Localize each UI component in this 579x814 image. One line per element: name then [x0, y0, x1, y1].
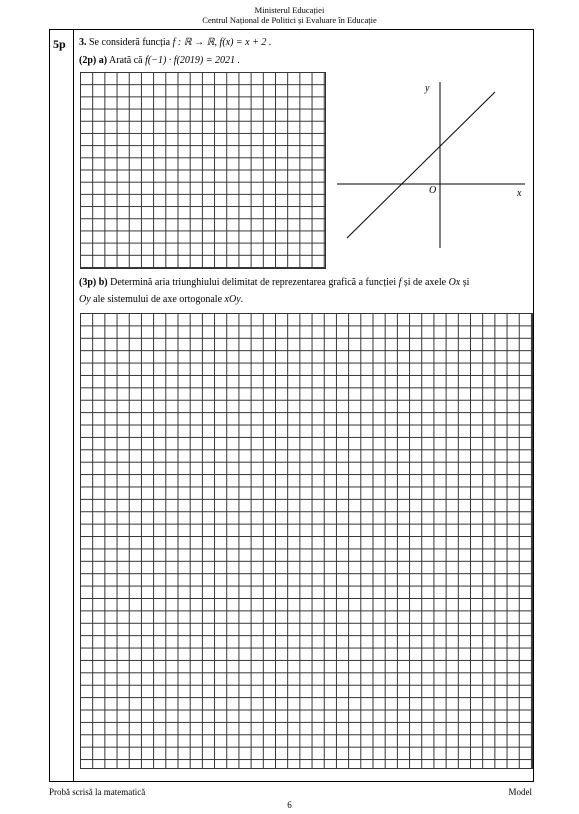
part-b-and: și [462, 277, 470, 288]
function-definition: f : ℝ → ℝ, f(x) = x + 2 . [172, 37, 272, 48]
exercise-points: 5p [53, 37, 66, 51]
part-b-text-1: Determină aria triunghiului delimitat de reprezentarea grafică a funcției [110, 277, 397, 288]
exercise-statement [79, 36, 271, 49]
statement-prefix: Se consideră funcția [89, 37, 171, 48]
part-b-ox: Ox [448, 277, 461, 288]
header-center: Centrul Național de Politici și Evaluare în Educație [202, 15, 377, 25]
part-b-f: f [398, 277, 402, 288]
points-column-divider [73, 29, 74, 782]
part-b-oy: Oy [79, 294, 91, 305]
y-axis-label: y [425, 83, 430, 94]
part-b-points: (3p) b) [79, 277, 108, 288]
answer-grid-a[interactable] [80, 72, 326, 269]
origin-label: O [429, 185, 437, 196]
part-b-xoy: xOy [224, 294, 241, 305]
part-a-statement [79, 54, 240, 67]
part-a-formula: f(−1) · f(2019) = 2021 . [145, 55, 240, 66]
answer-grid-b[interactable] [80, 313, 533, 769]
header-ministry: Ministerul Educației [254, 5, 325, 15]
part-b-line-2 [79, 293, 243, 306]
function-graph [335, 80, 530, 250]
part-b-end: . [240, 294, 244, 305]
function-line [347, 92, 495, 238]
part-b-line-1 [79, 276, 469, 289]
part-b-text-2: și de axele [403, 277, 447, 288]
part-a-points: (2p) a) [79, 55, 108, 66]
footer-model: Model [508, 787, 532, 797]
part-a-text: Arată că [109, 55, 143, 66]
footer-subject: Probă scrisă la matematică [49, 787, 146, 797]
page-number: 6 [287, 800, 292, 810]
x-axis-label: x [517, 188, 522, 199]
part-b-text-3: ale sistemului de axe ortogonale [93, 294, 223, 305]
exercise-number: 3. [79, 37, 87, 48]
